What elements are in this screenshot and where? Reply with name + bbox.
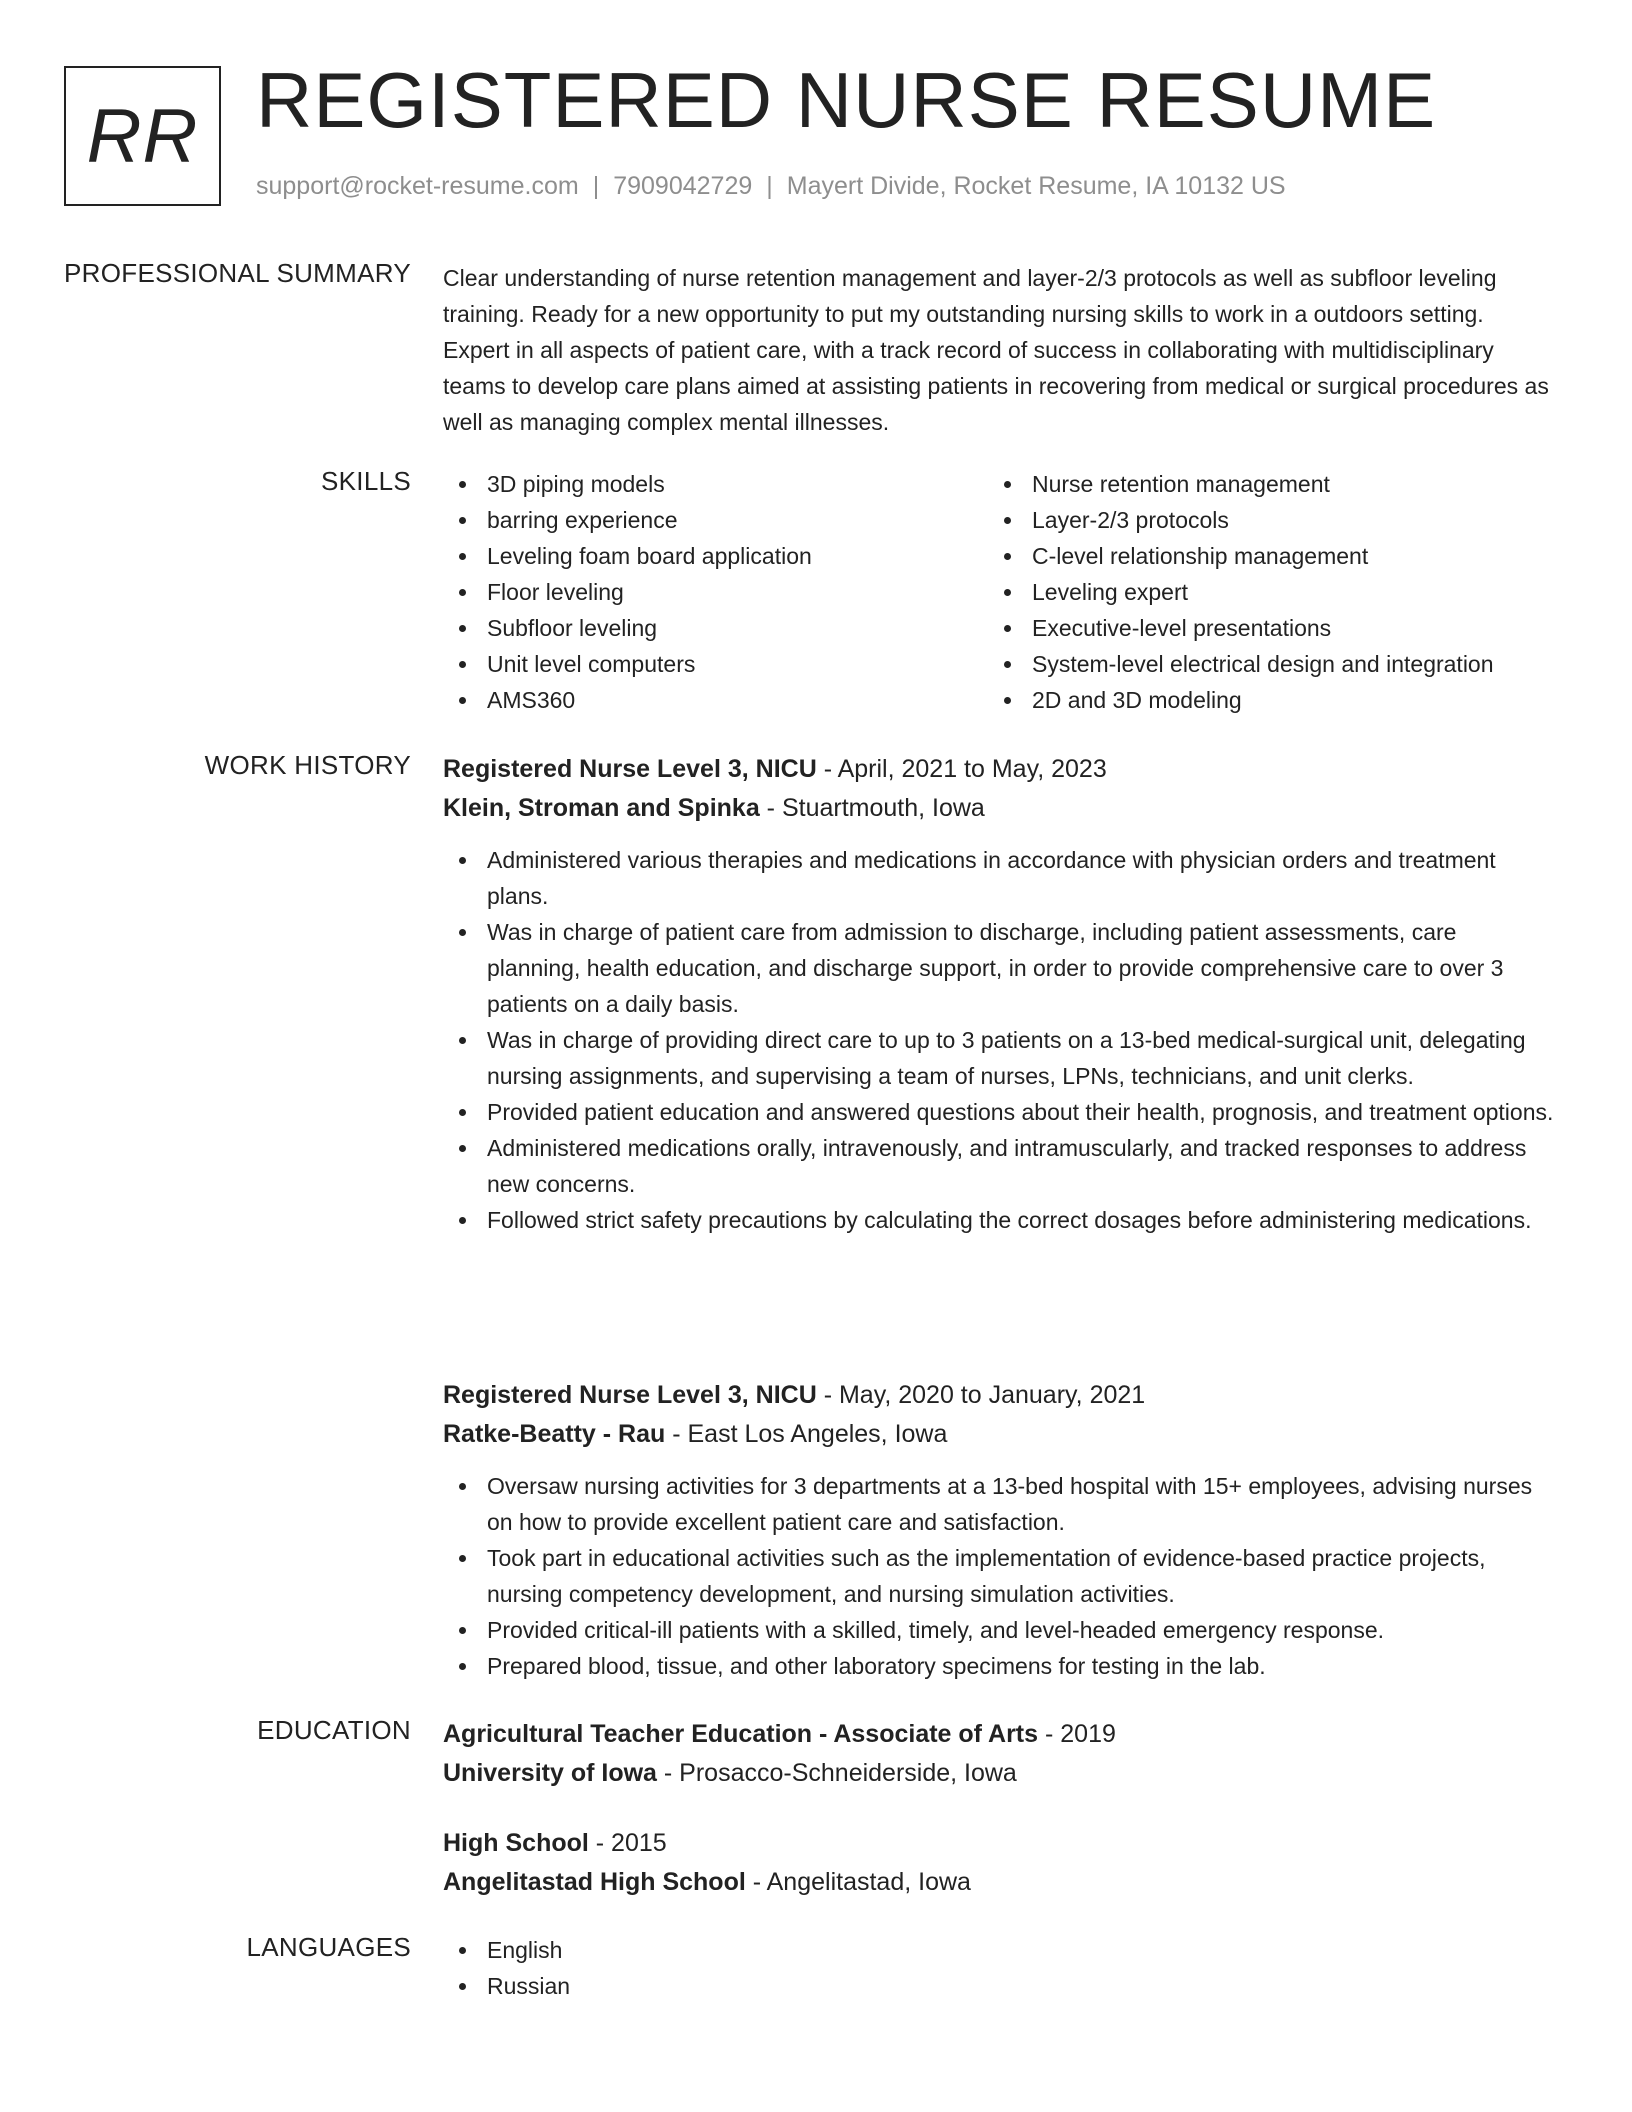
contact-line <box>256 172 1286 201</box>
job-duty: Took part in educational activities such as the implementation of evidence-based practice projects, nursing competency development, and nursing simulation activities. <box>443 1540 1555 1612</box>
contact-separator: | <box>766 172 773 200</box>
education-school-line <box>443 1863 1555 1902</box>
job-title-line <box>443 1376 1555 1415</box>
job-company-line <box>443 789 1555 828</box>
summary-body <box>443 258 1555 440</box>
job-entry <box>443 1376 1555 1684</box>
job-title: Registered Nurse Level 3, NICU <box>443 755 817 783</box>
job-duty: Provided patient education and answered questions about their health, prognosis, and treatment options. <box>443 1094 1555 1130</box>
job-duty: Prepared blood, tissue, and other laboratory specimens for testing in the lab. <box>443 1648 1555 1684</box>
monogram: RR <box>64 66 221 206</box>
skill-item: Unit level computers <box>443 646 988 682</box>
education-location: - Prosacco-Schneiderside, Iowa <box>656 1759 1017 1787</box>
contact-address: Mayert Divide, Rocket Resume, IA 10132 US <box>786 172 1286 200</box>
skill-item: barring experience <box>443 502 988 538</box>
resume-title: REGISTERED NURSE RESUME <box>256 56 1437 144</box>
job-dates: - April, 2021 to May, 2023 <box>816 755 1107 783</box>
skills-list-left <box>443 466 988 718</box>
job-title: Registered Nurse Level 3, NICU <box>443 1381 817 1409</box>
languages-body <box>443 1932 1555 2004</box>
skill-item: Subfloor leveling <box>443 610 988 646</box>
education-degree-line <box>443 1715 1555 1754</box>
skills-body <box>443 466 1555 718</box>
job-company: Klein, Stroman and Spinka <box>443 794 760 822</box>
education-school: University of Iowa <box>443 1759 657 1787</box>
skill-item: Leveling expert <box>988 574 1533 610</box>
education-location: - Angelitastad, Iowa <box>745 1868 971 1896</box>
education-school: Angelitastad High School <box>443 1868 746 1896</box>
job-duties-list <box>443 1468 1555 1684</box>
skill-item: Executive-level presentations <box>988 610 1533 646</box>
skill-item: AMS360 <box>443 682 988 718</box>
job-company-line <box>443 1415 1555 1454</box>
skill-item: Leveling foam board application <box>443 538 988 574</box>
summary-text: Clear understanding of nurse retention management and layer-2/3 protocols as well as subfloor leveling training. Ready for a new opportunity to put my outstanding nursing skills to work in a outdoors setting. Expert in all aspects of patient care, with a track record of success in collaborating with multidisciplinary teams to develop care plans aimed at assisting patients in recovering from medical or surgical procedures as well as managing complex mental illnesses. <box>443 265 1549 435</box>
education-body <box>443 1715 1555 1896</box>
job-title-line <box>443 750 1555 789</box>
job-duties-list <box>443 842 1555 1238</box>
job-duty: Provided critical-ill patients with a skilled, timely, and level-headed emergency response. <box>443 1612 1555 1648</box>
skill-item: 2D and 3D modeling <box>988 682 1533 718</box>
language-item: English <box>443 1932 1555 1968</box>
section-label-work-history: WORK HISTORY <box>204 750 411 780</box>
skill-item: Nurse retention management <box>988 466 1533 502</box>
languages-list <box>443 1932 1555 2004</box>
job-dates: - May, 2020 to January, 2021 <box>816 1381 1146 1409</box>
education-school-line <box>443 1754 1555 1793</box>
skill-item: Floor leveling <box>443 574 988 610</box>
education-year: - 2015 <box>588 1829 667 1857</box>
skills-list-right <box>988 466 1533 718</box>
job-location: - Stuartmouth, Iowa <box>759 794 985 822</box>
skill-item: 3D piping models <box>443 466 988 502</box>
work-history-body <box>443 750 1555 1679</box>
education-year: - 2019 <box>1038 1720 1116 1748</box>
skill-item: C-level relationship management <box>988 538 1533 574</box>
skill-item: Layer-2/3 protocols <box>988 502 1533 538</box>
section-label-languages: LANGUAGES <box>246 1932 411 1962</box>
contact-email: support@rocket-resume.com <box>256 172 579 200</box>
job-entry <box>443 750 1555 1238</box>
section-label-education: EDUCATION <box>257 1715 411 1745</box>
job-location: - East Los Angeles, Iowa <box>665 1420 948 1448</box>
contact-phone: 7909042729 <box>613 172 753 200</box>
education-degree: Agricultural Teacher Education - Associate of Arts <box>443 1720 1039 1748</box>
language-item: Russian <box>443 1968 1555 2004</box>
job-duty: Administered various therapies and medications in accordance with physician orders and treatment plans. <box>443 842 1555 914</box>
section-label-summary: PROFESSIONAL SUMMARY <box>64 258 411 288</box>
job-duty: Was in charge of providing direct care to up to 3 patients on a 13-bed medical-surgical unit, delegating nursing assignments, and supervising a team of nurses, LPNs, technicians, and unit clerks. <box>443 1022 1555 1094</box>
skill-item: System-level electrical design and integration <box>988 646 1533 682</box>
education-degree-line <box>443 1824 1555 1863</box>
education-entry <box>443 1824 1555 1902</box>
contact-separator: | <box>592 172 600 200</box>
job-duty: Administered medications orally, intravenously, and intramuscularly, and tracked responses to address new concerns. <box>443 1130 1555 1202</box>
job-company: Ratke-Beatty - Rau <box>443 1420 666 1448</box>
education-degree: High School <box>443 1829 589 1857</box>
job-duty: Was in charge of patient care from admission to discharge, including patient assessments, care planning, health education, and discharge support, in order to provide comprehensive care to over 3 patients on a daily basis. <box>443 914 1555 1022</box>
education-entry <box>443 1715 1555 1793</box>
job-duty: Oversaw nursing activities for 3 departments at a 13-bed hospital with 15+ employees, advising nurses on how to provide excellent patient care and satisfaction. <box>443 1468 1555 1540</box>
section-label-skills: SKILLS <box>321 466 411 496</box>
job-duty: Followed strict safety precautions by calculating the correct dosages before administering medications. <box>443 1202 1555 1238</box>
